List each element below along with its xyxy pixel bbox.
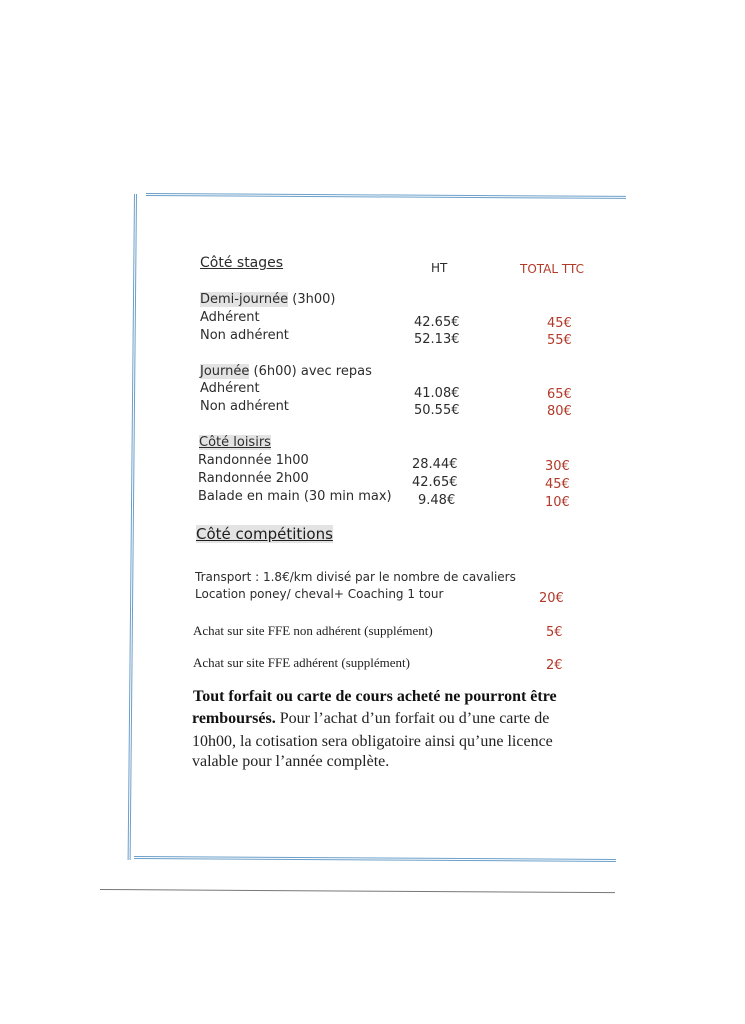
journee-row-2-ttc: 80€	[547, 404, 572, 419]
loisirs-row-1-ttc: 30€	[545, 459, 570, 474]
notice-line-2-text: Pour l’achat d’un forfait ou d’une carte de	[275, 710, 550, 727]
demi-row-1-label: Adhérent	[200, 310, 260, 325]
notice-line-3: 10h00, la cotisation sera obligatoire ainsi qu’une licence	[192, 733, 553, 750]
loisirs-row-3-label: Balade en main (30 min max)	[198, 489, 392, 504]
competitions-heading	[196, 525, 333, 543]
demi-journee-duration: (3h00)	[288, 292, 336, 307]
demi-row-2-ttc: 55€	[547, 333, 572, 348]
loisirs-row-3-ht: 9.48€	[418, 493, 456, 508]
journee-row-2-ht: 50.55€	[414, 403, 460, 418]
frame-top-border	[146, 193, 626, 199]
demi-row-1-ht: 42.65€	[414, 315, 460, 330]
notice-line-4: valable pour l’année complète.	[192, 753, 390, 770]
journee-title: Journée	[200, 364, 250, 379]
notice-line-2	[192, 710, 549, 728]
journee-row-1-label: Adhérent	[200, 381, 260, 396]
page-bottom-line	[100, 889, 615, 893]
transport-text: Transport : 1.8€/km divisé par le nombre de cavaliers	[195, 570, 516, 584]
section-title-stages: Côté stages	[200, 255, 284, 271]
journee-row-1-ttc: 65€	[547, 387, 572, 402]
location-price: 20€	[539, 591, 564, 606]
demi-row-2-ht: 52.13€	[414, 332, 460, 347]
loisirs-row-2-label: Randonnée 2h00	[198, 471, 309, 486]
ffe-non-adherent-price: 5€	[546, 625, 563, 640]
location-text: Location poney/ cheval+ Coaching 1 tour	[195, 587, 444, 601]
notice-line-1: Tout forfait ou carte de cours acheté ne pourront être	[193, 688, 557, 705]
competitions-title: Côté compétitions	[196, 525, 333, 543]
ffe-adherent-text: Achat sur site FFE adhérent (supplément)	[193, 655, 410, 670]
ffe-adherent-price: 2€	[546, 658, 563, 673]
frame-left-border	[128, 194, 137, 860]
journee-row-1-ht: 41.08€	[414, 386, 460, 401]
loisirs-row-2-ttc: 45€	[545, 477, 570, 492]
journee-heading	[200, 364, 372, 379]
loisirs-row-3-ttc: 10€	[545, 495, 570, 510]
notice-rembourses: remboursés.	[192, 710, 276, 727]
journee-row-2-label: Non adhérent	[200, 399, 289, 414]
frame-bottom-border	[134, 856, 616, 862]
column-header-ht: HT	[431, 261, 448, 275]
demi-journee-title: Demi-journée	[200, 292, 289, 307]
ffe-non-adherent-text: Achat sur site FFE non adhérent (supplément)	[193, 623, 433, 638]
loisirs-heading	[199, 435, 271, 450]
journee-duration: (6h00) avec repas	[249, 364, 372, 379]
loisirs-title: Côté loisirs	[199, 435, 271, 450]
column-header-ttc: TOTAL TTC	[520, 262, 585, 276]
demi-journee-heading	[200, 292, 335, 307]
loisirs-row-1-label: Randonnée 1h00	[198, 453, 309, 468]
loisirs-row-1-ht: 28.44€	[412, 457, 458, 472]
demi-row-1-ttc: 45€	[547, 316, 572, 331]
demi-row-2-label: Non adhérent	[200, 328, 289, 343]
loisirs-row-2-ht: 42.65€	[412, 475, 458, 490]
